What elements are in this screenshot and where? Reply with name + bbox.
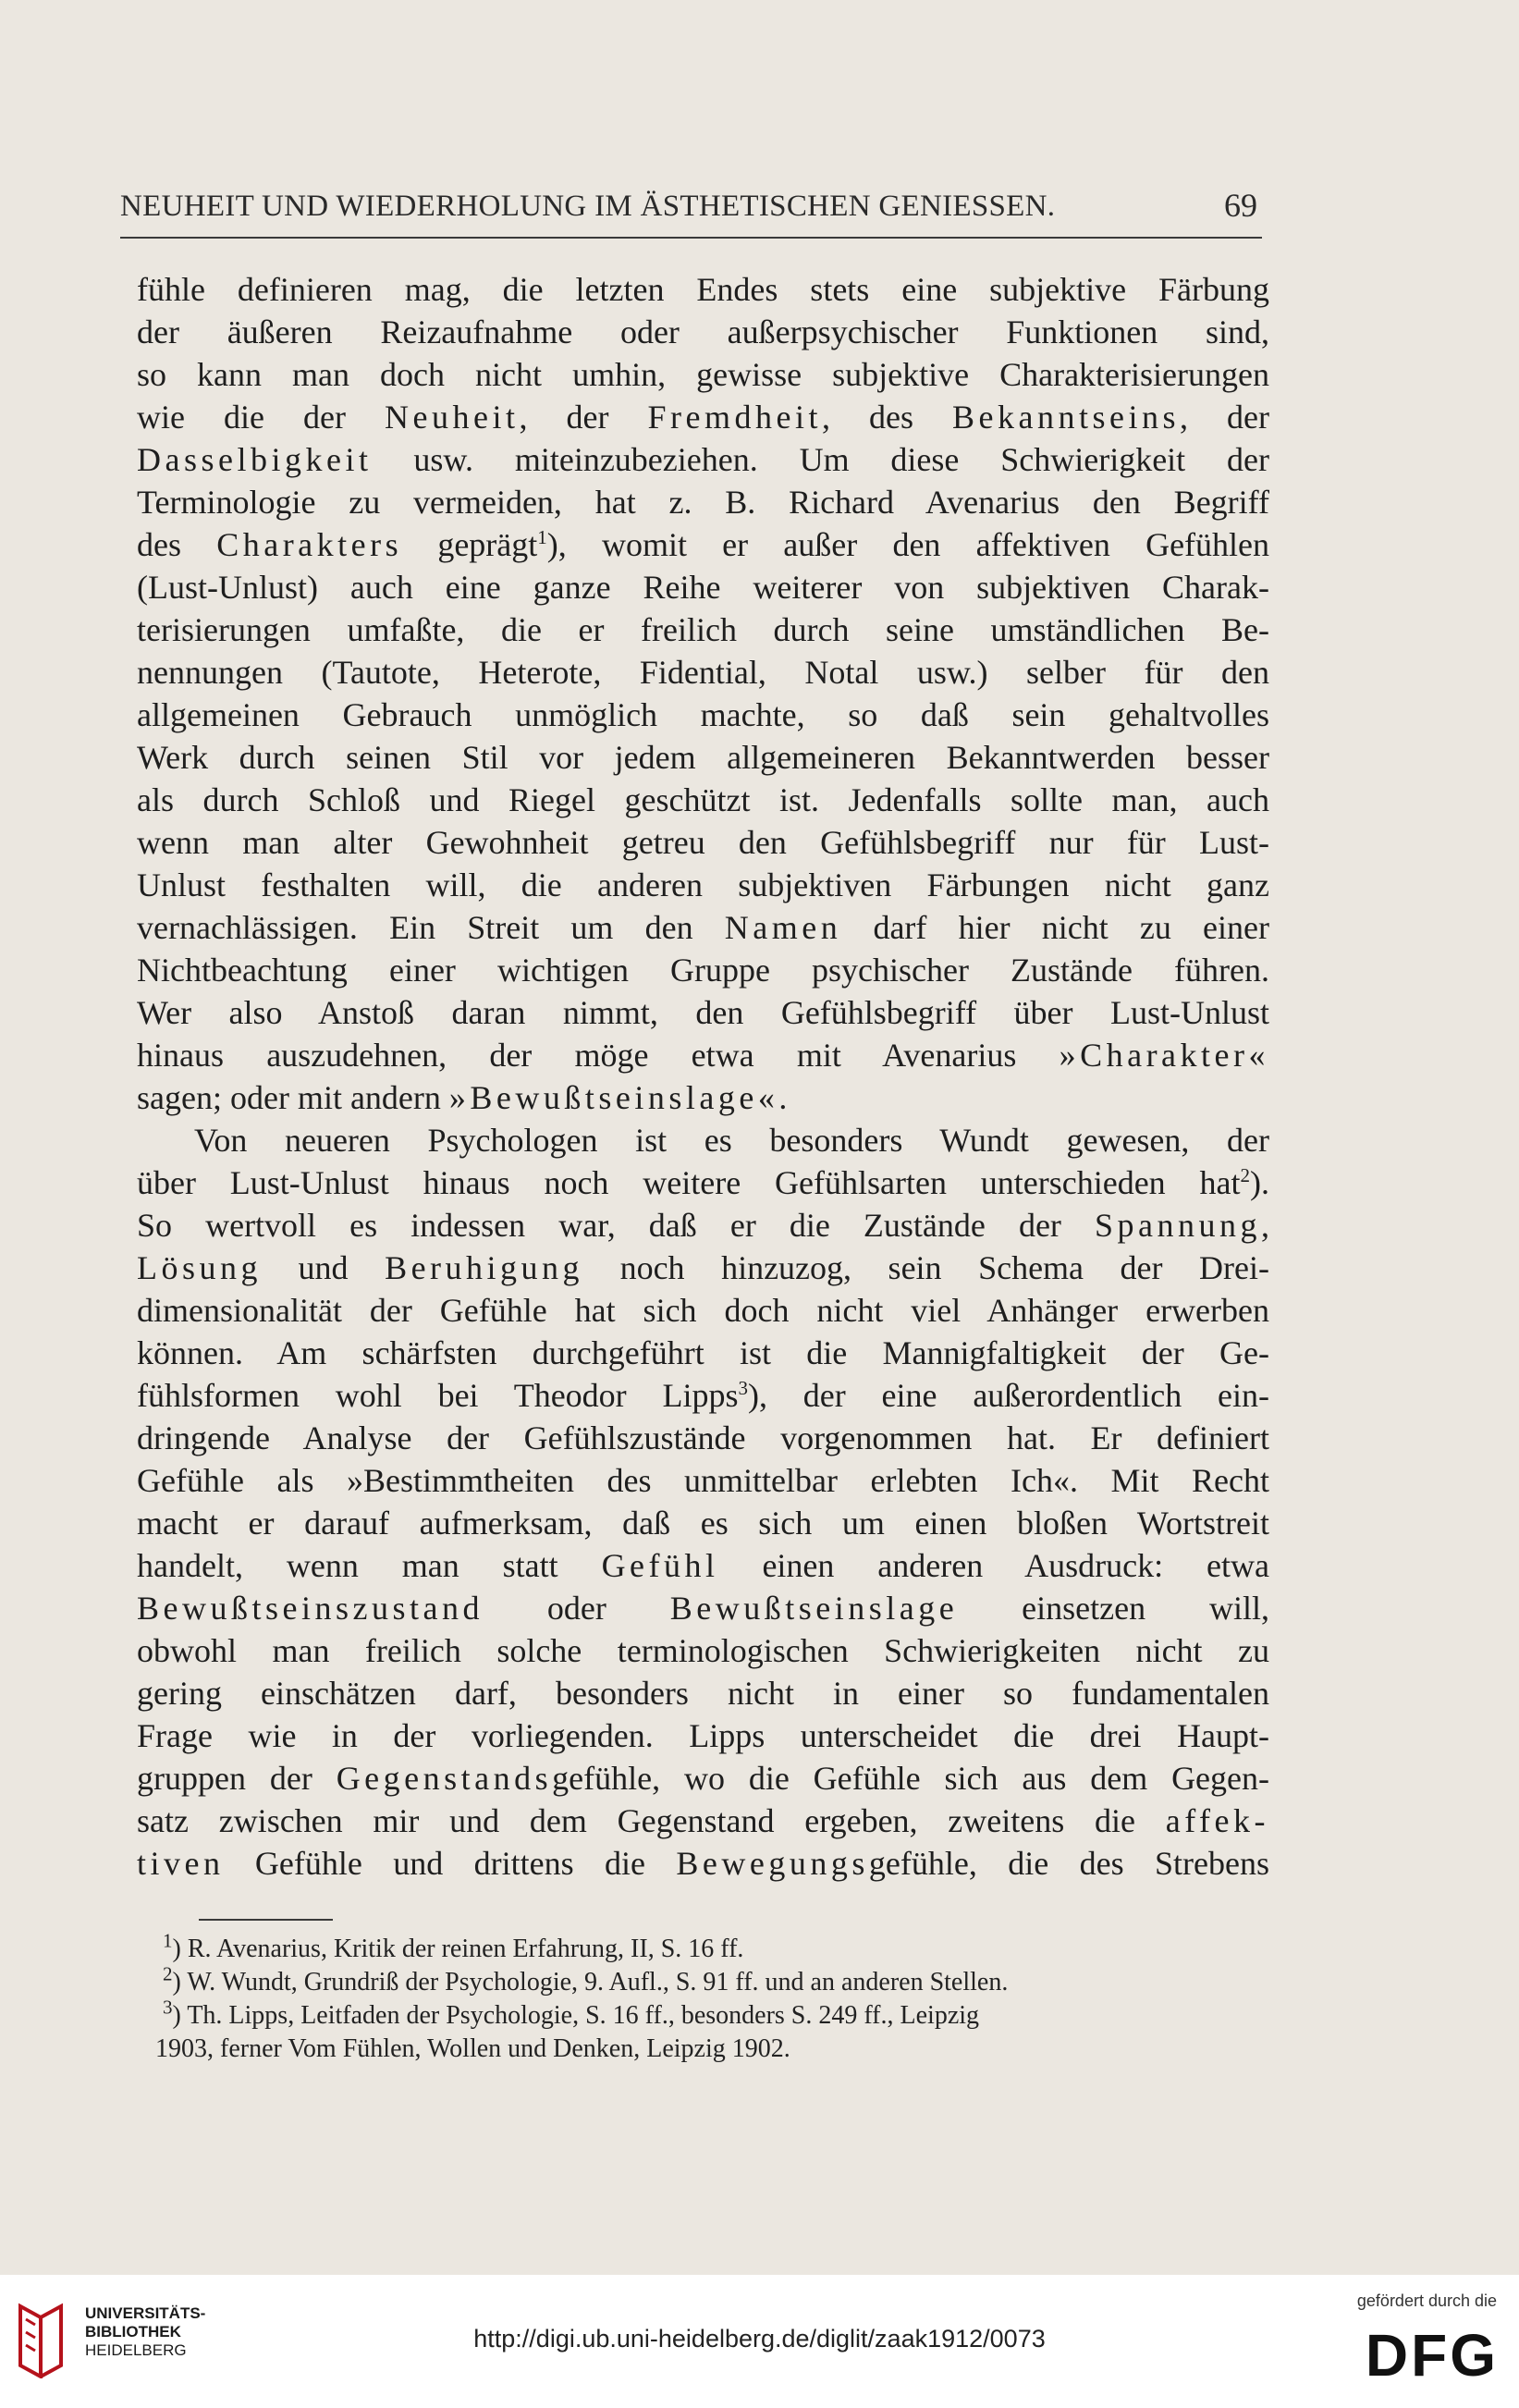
text-line: so kann man doch nicht umhin, gewisse subjektive Charakterisierungen bbox=[137, 356, 1269, 393]
text-line: Lösung und Beruhigung noch hinzuzog, sein Schema der Drei- bbox=[137, 1249, 1270, 1286]
emphasis: »Bewußtseinslage« bbox=[448, 1079, 779, 1116]
text-line: über Lust-Unlust hinaus noch weitere Gefühlsarten unterschieden hat$^2$). bbox=[137, 1164, 1269, 1201]
text-line: sagen; oder mit andern »Bewußtseinslage«. bbox=[137, 1079, 788, 1116]
text-line: des Charakters geprägt$^1$), womit er außer den affektiven Gefühlen bbox=[137, 526, 1270, 563]
text-line: allgemeinen Gebrauch unmöglich machte, so daß sein gehaltvolles bbox=[137, 696, 1269, 733]
text-line: Bewußtseinszustand oder Bewußtseinslage einsetzen will, bbox=[137, 1590, 1270, 1627]
text-line: Nichtbeachtung einer wichtigen Gruppe psychischer Zustände führen. bbox=[137, 952, 1269, 989]
emphasis: Bekanntseins bbox=[952, 399, 1181, 436]
text-line: der äußeren Reizaufnahme oder außerpsychischer Funktionen sind, bbox=[137, 313, 1269, 350]
text-line: Von neueren Psychologen ist es besonders Wundt gewesen, der bbox=[194, 1122, 1269, 1159]
text-line: Unlust festhalten will, die anderen subjektiven Färbungen nicht ganz bbox=[137, 866, 1269, 903]
text-line: als durch Schloß und Riegel geschützt ist. Jedenfalls sollte man, auch bbox=[137, 781, 1269, 818]
running-header bbox=[120, 187, 1262, 239]
text-line: macht er darauf aufmerksam, daß es sich um einen bloßen Wortstreit bbox=[137, 1505, 1269, 1542]
text-line: dimensionalität der Gefühle hat sich doch nicht viel Anhänger erwerben bbox=[137, 1292, 1269, 1329]
text-line: satz zwischen mir und dem Gegenstand ergeben, zweitens die affek- bbox=[137, 1802, 1269, 1839]
emphasis: Bewegungs bbox=[676, 1845, 869, 1882]
dfg-logo: DFG bbox=[1365, 2322, 1499, 2389]
footnote-ref: 2 bbox=[1240, 1164, 1250, 1186]
footnote: $^1$) R. Avenarius, Kritik der reinen Erfahrung, II, S. 16 ff. bbox=[163, 1929, 744, 1963]
text-line: gering einschätzen darf, besonders nicht in einer so fundamentalen bbox=[137, 1675, 1269, 1712]
body-text bbox=[137, 268, 1269, 1885]
header-title: NEUHEIT UND WIEDERHOLUNG IM ÄSTHETISCHEN GENIESSEN. bbox=[120, 190, 1056, 223]
emphasis: tiven bbox=[137, 1845, 225, 1882]
text-line: wie die der Neuheit, der Fremdheit, des Bekanntseins, der bbox=[137, 399, 1270, 436]
text-line: hinaus auszudehnen, der möge etwa mit Avenarius »Charakter« bbox=[137, 1037, 1270, 1074]
emphasis: Gegenstands bbox=[336, 1760, 553, 1797]
funding-label: gefördert durch die bbox=[1356, 2291, 1497, 2310]
library-name: UNIVERSITÄTS- BIBLIOTHEK HEIDELBERG bbox=[85, 2304, 206, 2359]
text-line: terisierungen umfaßte, die er freilich durch seine umständlichen Be- bbox=[137, 611, 1269, 648]
footnote-ref: 3 bbox=[738, 1377, 748, 1399]
footnote-ref: 1 bbox=[537, 526, 547, 548]
text-line: fühlsformen wohl bei Theodor Lipps$^3$), der eine außerordentlich ein- bbox=[137, 1377, 1269, 1414]
emphasis: Fremdheit bbox=[647, 399, 822, 436]
emphasis: Beruhigung bbox=[385, 1249, 584, 1286]
footnote: $^3$) Th. Lipps, Leitfaden der Psychologie, S. 16 ff., besonders S. 249 ff., Leipzig bbox=[163, 1996, 980, 2030]
text-line: Frage wie in der vorliegenden. Lipps unterscheidet die drei Haupt- bbox=[137, 1717, 1269, 1754]
emphasis: Neuheit bbox=[385, 399, 520, 436]
text-line: dringende Analyse der Gefühlszustände vorgenommen hat. Er definiert bbox=[137, 1419, 1269, 1456]
footnote: $^2$) W. Wundt, Grundriß der Psychologie, 9. Aufl., S. 91 ff. und an anderen Stellen. bbox=[163, 1962, 1009, 1996]
text-line: Wer also Anstoß daran nimmt, den Gefühlsbegriff über Lust-Unlust bbox=[137, 994, 1269, 1031]
text-line: So wertvoll es indessen war, daß er die Zustände der Spannung, bbox=[137, 1207, 1270, 1244]
text-line: nennungen (Tautote, Heterote, Fidential, Notal usw.) selber für den bbox=[137, 654, 1269, 691]
text-line: handelt, wenn man statt Gefühl einen anderen Ausdruck: etwa bbox=[137, 1547, 1269, 1584]
emphasis: Lösung bbox=[137, 1249, 262, 1286]
emphasis: Namen bbox=[724, 909, 842, 946]
emphasis: Bewußtseinslage bbox=[669, 1590, 959, 1627]
text-line: wenn man alter Gewohnheit getreu den Gefühlsbegriff nur für Lust- bbox=[137, 824, 1269, 861]
text-line: Terminologie zu vermeiden, hat z. B. Richard Avenarius den Begriff bbox=[137, 484, 1269, 521]
emphasis: Spannung bbox=[1095, 1207, 1262, 1244]
emphasis: Dasselbigkeit bbox=[137, 441, 373, 478]
footnote-continuation: 1903, ferner Vom Fühlen, Wollen und Denken, Leipzig 1902. bbox=[155, 2034, 790, 2063]
text-line: fühle definieren mag, die letzten Endes stets eine subjektive Färbung bbox=[137, 271, 1269, 308]
text-line: (Lust-Unlust) auch eine ganze Reihe weiterer von subjektiven Charak- bbox=[137, 569, 1269, 606]
emphasis: Bewußtseinszustand bbox=[137, 1590, 484, 1627]
text-line: vernachlässigen. Ein Streit um den Namen darf hier nicht zu einer bbox=[137, 909, 1270, 946]
text-line: Gefühle als »Bestimmtheiten des unmittelbar erlebten Ich«. Mit Recht bbox=[137, 1462, 1269, 1499]
emphasis: Gefühl bbox=[601, 1547, 719, 1584]
text-line: Dasselbigkeit usw. miteinzubeziehen. Um diese Schwierigkeit der bbox=[137, 441, 1269, 478]
emphasis: Charakters bbox=[216, 526, 403, 563]
document-url-link[interactable]: http://digi.ub.uni-heidelberg.de/diglit/zaak1912/0073 bbox=[473, 2325, 1046, 2353]
viewer-footer bbox=[0, 2275, 1519, 2408]
emphasis: »Charakter« bbox=[1059, 1037, 1270, 1074]
emphasis: affek- bbox=[1165, 1802, 1269, 1839]
footnote-divider bbox=[199, 1919, 333, 1921]
text-line: können. Am schärfsten durchgeführt ist die Mannigfaltigkeit der Ge- bbox=[137, 1334, 1269, 1371]
page-number: 69 bbox=[1224, 187, 1257, 224]
text-line: Werk durch seinen Stil vor jedem allgemeineren Bekanntwerden besser bbox=[137, 739, 1269, 776]
text-line: obwohl man freilich solche terminologischen Schwierigkeiten nicht zu bbox=[137, 1632, 1269, 1669]
text-line: tiven Gefühle und drittens die Bewegungsgefühle, die des Strebens bbox=[137, 1845, 1269, 1882]
footnotes bbox=[155, 1929, 1285, 2066]
text-line: gruppen der Gegenstandsgefühle, wo die Gefühle sich aus dem Gegen- bbox=[137, 1760, 1270, 1797]
